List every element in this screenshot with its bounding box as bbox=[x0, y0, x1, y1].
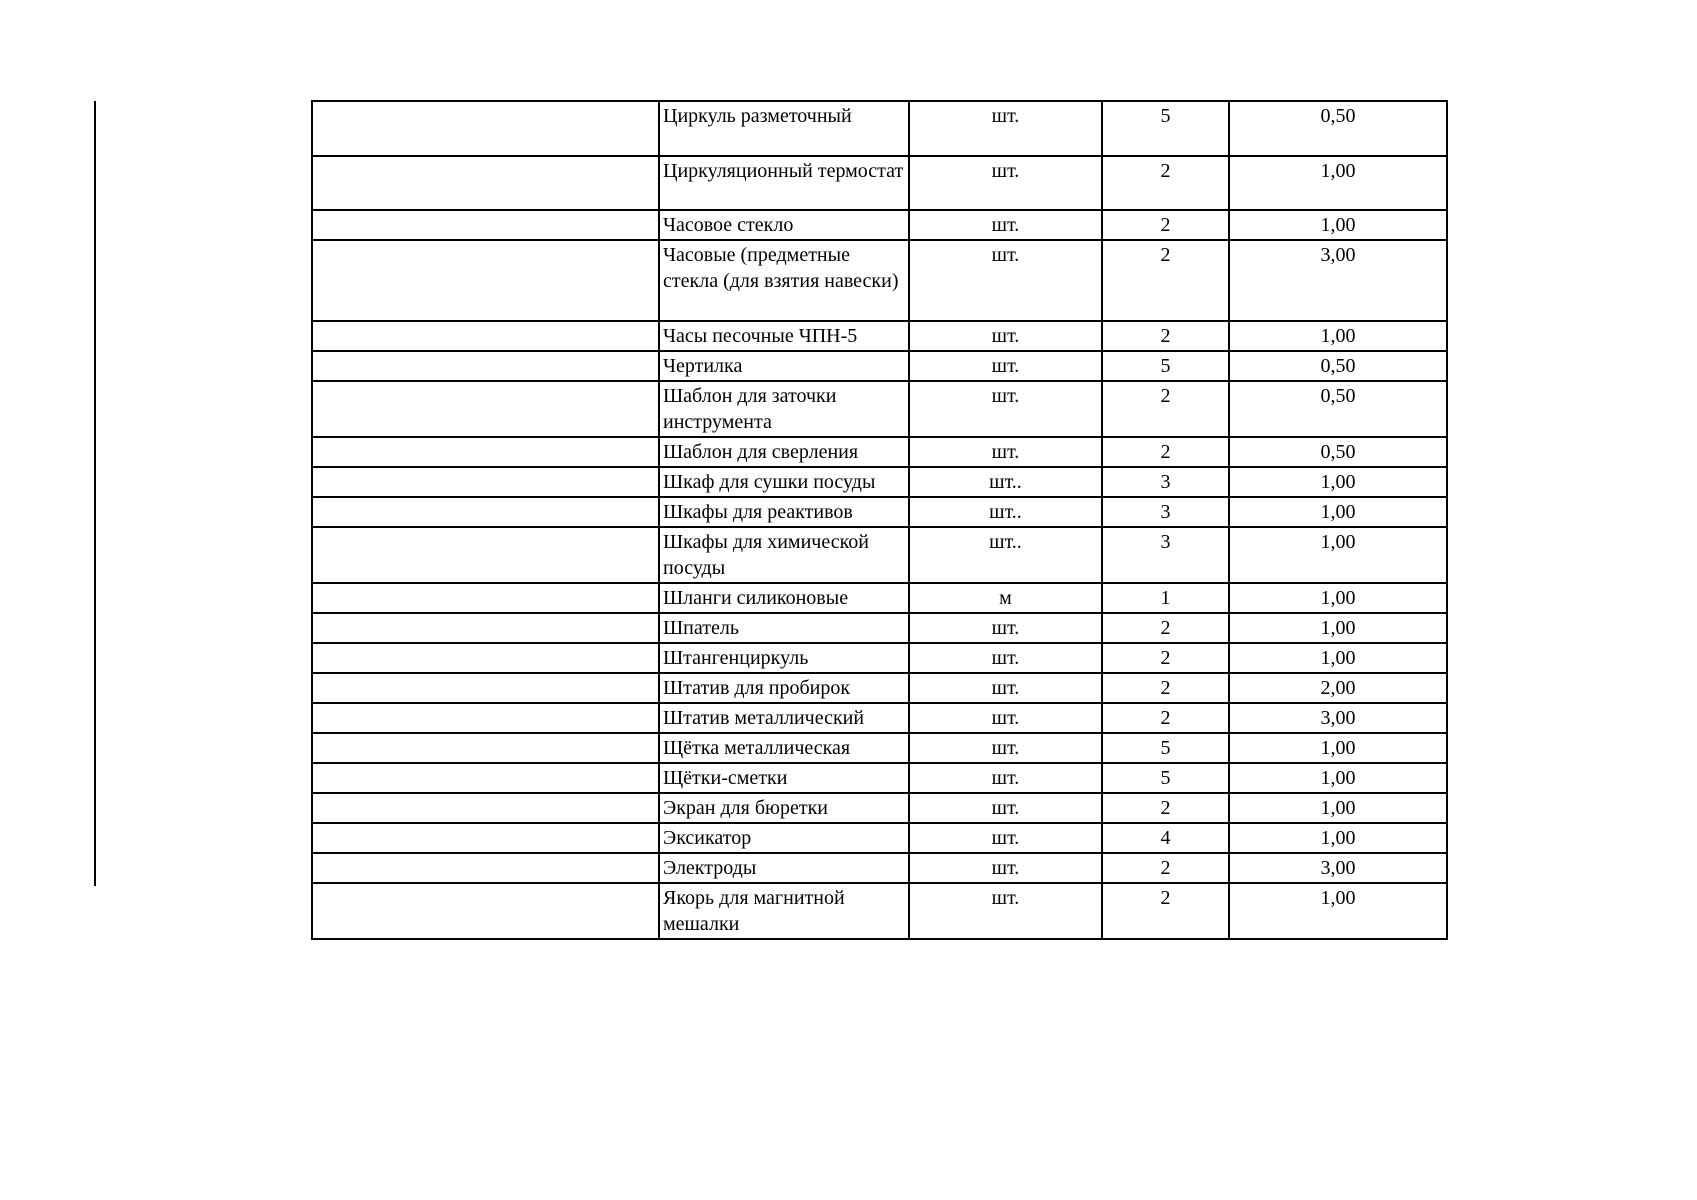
unit-cell: шт.. bbox=[909, 527, 1102, 583]
value-cell: 1,00 bbox=[1229, 321, 1447, 351]
blank-cell bbox=[312, 883, 659, 939]
quantity-cell: 3 bbox=[1102, 497, 1229, 527]
table-row bbox=[312, 613, 1447, 643]
item-name-cell: Шкаф для сушки посуды bbox=[659, 467, 909, 497]
quantity-cell: 5 bbox=[1102, 351, 1229, 381]
blank-cell bbox=[312, 703, 659, 733]
blank-cell bbox=[312, 613, 659, 643]
table-row bbox=[312, 643, 1447, 673]
item-name-cell: Часовые (предметные стекла (для взятия навески) bbox=[659, 240, 909, 321]
table-row bbox=[312, 101, 1447, 156]
unit-cell: шт. bbox=[909, 853, 1102, 883]
value-cell: 1,00 bbox=[1229, 583, 1447, 613]
value-cell: 1,00 bbox=[1229, 883, 1447, 939]
item-name-cell: Электроды bbox=[659, 853, 909, 883]
quantity-cell: 1 bbox=[1102, 583, 1229, 613]
quantity-cell: 2 bbox=[1102, 381, 1229, 437]
blank-cell bbox=[312, 437, 659, 467]
table-row bbox=[312, 733, 1447, 763]
item-name-cell: Штатив металлический bbox=[659, 703, 909, 733]
table-row bbox=[312, 240, 1447, 321]
blank-cell bbox=[312, 101, 659, 156]
blank-cell bbox=[312, 497, 659, 527]
value-cell: 1,00 bbox=[1229, 613, 1447, 643]
quantity-cell: 4 bbox=[1102, 823, 1229, 853]
quantity-cell: 2 bbox=[1102, 156, 1229, 210]
quantity-cell: 5 bbox=[1102, 733, 1229, 763]
table-row bbox=[312, 351, 1447, 381]
quantity-cell: 2 bbox=[1102, 673, 1229, 703]
quantity-cell: 2 bbox=[1102, 437, 1229, 467]
unit-cell: шт. bbox=[909, 351, 1102, 381]
table-row bbox=[312, 321, 1447, 351]
value-cell: 3,00 bbox=[1229, 240, 1447, 321]
table-row bbox=[312, 853, 1447, 883]
table-row bbox=[312, 763, 1447, 793]
value-cell: 1,00 bbox=[1229, 643, 1447, 673]
unit-cell: шт. bbox=[909, 733, 1102, 763]
unit-cell: шт. bbox=[909, 793, 1102, 823]
blank-cell bbox=[312, 240, 659, 321]
item-name-cell: Шкафы для химической посуды bbox=[659, 527, 909, 583]
quantity-cell: 2 bbox=[1102, 613, 1229, 643]
inventory-table bbox=[311, 100, 1448, 940]
margin-rule bbox=[94, 101, 96, 886]
value-cell: 1,00 bbox=[1229, 527, 1447, 583]
unit-cell: шт. bbox=[909, 437, 1102, 467]
table-row bbox=[312, 381, 1447, 437]
item-name-cell: Шаблон для сверления bbox=[659, 437, 909, 467]
item-name-cell: Шпатель bbox=[659, 613, 909, 643]
table-row bbox=[312, 437, 1447, 467]
item-name-cell: Щётки-сметки bbox=[659, 763, 909, 793]
blank-cell bbox=[312, 351, 659, 381]
blank-cell bbox=[312, 793, 659, 823]
table-row bbox=[312, 583, 1447, 613]
quantity-cell: 5 bbox=[1102, 101, 1229, 156]
item-name-cell: Циркуль разметочный bbox=[659, 101, 909, 156]
item-name-cell: Эксикатор bbox=[659, 823, 909, 853]
quantity-cell: 2 bbox=[1102, 240, 1229, 321]
unit-cell: шт. bbox=[909, 156, 1102, 210]
table-row bbox=[312, 823, 1447, 853]
quantity-cell: 2 bbox=[1102, 883, 1229, 939]
quantity-cell: 5 bbox=[1102, 763, 1229, 793]
blank-cell bbox=[312, 823, 659, 853]
blank-cell bbox=[312, 527, 659, 583]
item-name-cell: Щётка металлическая bbox=[659, 733, 909, 763]
blank-cell bbox=[312, 853, 659, 883]
quantity-cell: 2 bbox=[1102, 703, 1229, 733]
item-name-cell: Штангенциркуль bbox=[659, 643, 909, 673]
item-name-cell: Шланги силиконовые bbox=[659, 583, 909, 613]
blank-cell bbox=[312, 763, 659, 793]
value-cell: 1,00 bbox=[1229, 733, 1447, 763]
value-cell: 3,00 bbox=[1229, 703, 1447, 733]
table-row bbox=[312, 497, 1447, 527]
value-cell: 1,00 bbox=[1229, 210, 1447, 240]
quantity-cell: 2 bbox=[1102, 643, 1229, 673]
value-cell: 3,00 bbox=[1229, 853, 1447, 883]
blank-cell bbox=[312, 156, 659, 210]
table-row bbox=[312, 467, 1447, 497]
item-name-cell: Якорь для магнитной мешалки bbox=[659, 883, 909, 939]
value-cell: 1,00 bbox=[1229, 823, 1447, 853]
blank-cell bbox=[312, 467, 659, 497]
blank-cell bbox=[312, 643, 659, 673]
blank-cell bbox=[312, 381, 659, 437]
blank-cell bbox=[312, 583, 659, 613]
unit-cell: шт. bbox=[909, 381, 1102, 437]
unit-cell: м bbox=[909, 583, 1102, 613]
unit-cell: шт. bbox=[909, 101, 1102, 156]
quantity-cell: 3 bbox=[1102, 527, 1229, 583]
unit-cell: шт. bbox=[909, 240, 1102, 321]
table-row bbox=[312, 156, 1447, 210]
unit-cell: шт. bbox=[909, 321, 1102, 351]
table-row bbox=[312, 527, 1447, 583]
value-cell: 1,00 bbox=[1229, 467, 1447, 497]
quantity-cell: 3 bbox=[1102, 467, 1229, 497]
table-row bbox=[312, 210, 1447, 240]
item-name-cell: Циркуляционный термостат bbox=[659, 156, 909, 210]
value-cell: 0,50 bbox=[1229, 381, 1447, 437]
value-cell: 1,00 bbox=[1229, 793, 1447, 823]
blank-cell bbox=[312, 733, 659, 763]
quantity-cell: 2 bbox=[1102, 321, 1229, 351]
blank-cell bbox=[312, 321, 659, 351]
item-name-cell: Штатив для пробирок bbox=[659, 673, 909, 703]
value-cell: 1,00 bbox=[1229, 497, 1447, 527]
table-row bbox=[312, 673, 1447, 703]
unit-cell: шт.. bbox=[909, 467, 1102, 497]
item-name-cell: Чертилка bbox=[659, 351, 909, 381]
unit-cell: шт.. bbox=[909, 497, 1102, 527]
value-cell: 1,00 bbox=[1229, 156, 1447, 210]
unit-cell: шт. bbox=[909, 883, 1102, 939]
unit-cell: шт. bbox=[909, 703, 1102, 733]
quantity-cell: 2 bbox=[1102, 793, 1229, 823]
table-row bbox=[312, 883, 1447, 939]
value-cell: 0,50 bbox=[1229, 351, 1447, 381]
value-cell: 1,00 bbox=[1229, 763, 1447, 793]
quantity-cell: 2 bbox=[1102, 853, 1229, 883]
value-cell: 2,00 bbox=[1229, 673, 1447, 703]
unit-cell: шт. bbox=[909, 613, 1102, 643]
blank-cell bbox=[312, 210, 659, 240]
value-cell: 0,50 bbox=[1229, 437, 1447, 467]
table-body bbox=[312, 101, 1447, 939]
item-name-cell: Шаблон для заточки инструмента bbox=[659, 381, 909, 437]
item-name-cell: Экран для бюретки bbox=[659, 793, 909, 823]
table-row bbox=[312, 703, 1447, 733]
blank-cell bbox=[312, 673, 659, 703]
table-row bbox=[312, 793, 1447, 823]
unit-cell: шт. bbox=[909, 763, 1102, 793]
unit-cell: шт. bbox=[909, 643, 1102, 673]
unit-cell: шт. bbox=[909, 823, 1102, 853]
quantity-cell: 2 bbox=[1102, 210, 1229, 240]
value-cell: 0,50 bbox=[1229, 101, 1447, 156]
item-name-cell: Шкафы для реактивов bbox=[659, 497, 909, 527]
unit-cell: шт. bbox=[909, 673, 1102, 703]
unit-cell: шт. bbox=[909, 210, 1102, 240]
item-name-cell: Часовое стекло bbox=[659, 210, 909, 240]
item-name-cell: Часы песочные ЧПН-5 bbox=[659, 321, 909, 351]
